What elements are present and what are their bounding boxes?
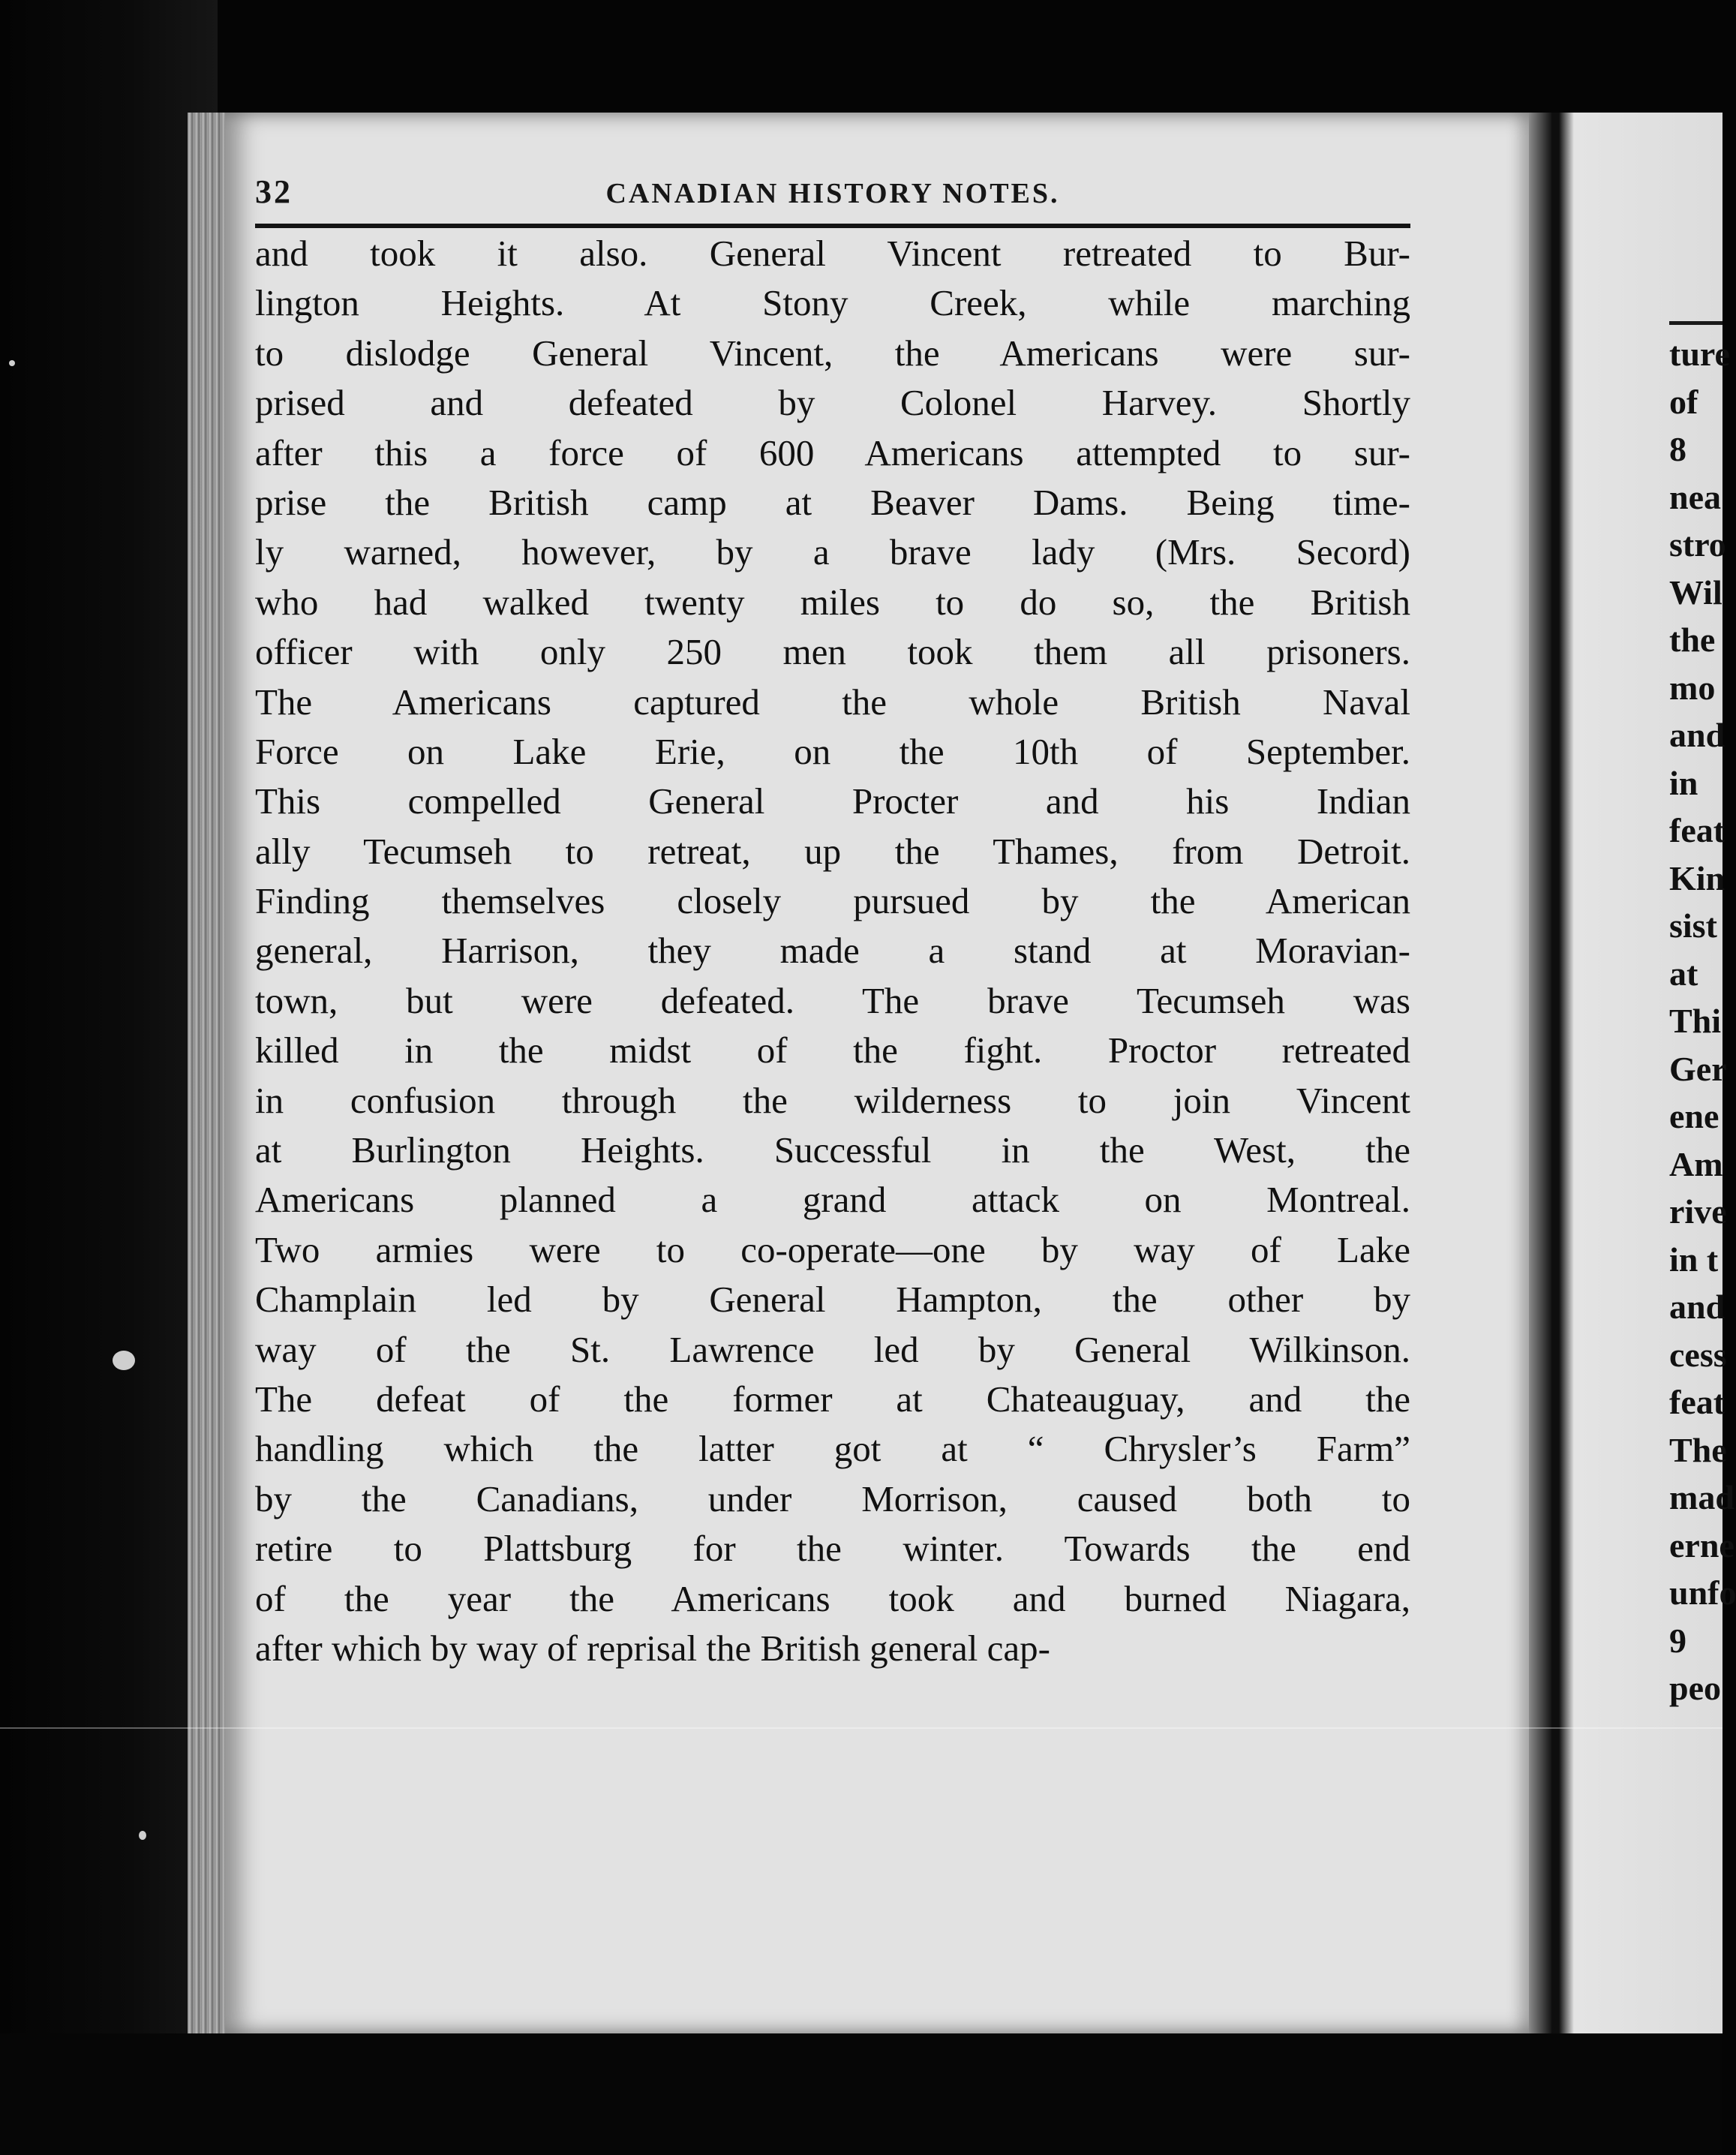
text-line: of the year the Americans took and burned Niagara,: [255, 1577, 1410, 1619]
text-line: The defeat of the former at Chateauguay, and the: [255, 1378, 1410, 1420]
facing-text-fragment: and: [1669, 716, 1725, 754]
facing-text-fragment: at: [1669, 954, 1698, 993]
facing-text-fragment: cess: [1669, 1335, 1727, 1374]
facing-text-fragment: Kin: [1669, 858, 1725, 897]
facing-text-fragment: stro: [1669, 525, 1726, 564]
facing-text-fragment: in: [1669, 763, 1698, 802]
facing-text-fragment: 9: [1669, 1621, 1686, 1660]
text-line: Force on Lake Erie, on the 10th of September.: [255, 730, 1410, 772]
scan-artifact-line: [0, 1727, 1722, 1729]
text-line: in confusion through the wilderness to join Vincent: [255, 1079, 1410, 1121]
facing-text-fragment: mad: [1669, 1478, 1734, 1516]
text-line: Two armies were to co-operate—one by way of Lake: [255, 1228, 1410, 1270]
facing-text-fragment: Thi: [1669, 1002, 1722, 1040]
text-line: handling which the latter got at “ Chrysler’s Farm”: [255, 1428, 1410, 1470]
running-head: [255, 173, 1410, 218]
facing-text-fragment: rive: [1669, 1192, 1727, 1231]
facing-text-fragment: Wil: [1669, 573, 1722, 612]
facing-text-fragment: The: [1669, 1430, 1727, 1469]
facing-header-rule: [1669, 321, 1722, 325]
facing-text-fragment: ture: [1669, 335, 1730, 373]
facing-text-fragment: Am: [1669, 1144, 1723, 1183]
text-line: retire to Plattsburg for the winter. Towards the end: [255, 1528, 1410, 1570]
facing-text-fragment: and: [1669, 1288, 1725, 1326]
text-line: after this a force of 600 Americans attempted to sur-: [255, 431, 1410, 473]
text-line: way of the St. Lawrence led by General Wilkinson.: [255, 1328, 1410, 1370]
text-line: The Americans captured the whole British Naval: [255, 681, 1410, 723]
text-line: at Burlington Heights. Successful in the West, the: [255, 1129, 1410, 1171]
facing-text-fragment: peo: [1669, 1669, 1721, 1707]
running-title: CANADIAN HISTORY NOTES.: [605, 178, 1060, 209]
facing-text-fragment: in t: [1669, 1240, 1719, 1279]
facing-text-fragment: erne: [1669, 1525, 1734, 1564]
text-line: Americans planned a grand attack on Montreal.: [255, 1179, 1410, 1221]
text-line: who had walked twenty miles to do so, the British: [255, 581, 1410, 623]
text-line: general, Harrison, they made a stand at Moravian-: [255, 930, 1410, 972]
text-line: Finding themselves closely pursued by the American: [255, 880, 1410, 922]
facing-page-text: [1669, 330, 1736, 1712]
page-number: 32: [255, 173, 293, 210]
facing-text-fragment: of: [1669, 382, 1698, 421]
dust-speck: [113, 1351, 135, 1370]
text-line: prised and defeated by Colonel Harvey. Shortly: [255, 382, 1410, 424]
facing-text-fragment: nea: [1669, 477, 1721, 516]
scan-background-bottom: [0, 2033, 1722, 2155]
facing-text-fragment: feat: [1669, 1383, 1725, 1421]
text-line: to dislodge General Vincent, the Americans were sur-: [255, 332, 1410, 374]
text-line: and took it also. General Vincent retreated to Bur-: [255, 233, 1410, 274]
text-line: killed in the midst of the fight. Proctor retreated: [255, 1029, 1410, 1071]
text-line: officer with only 250 men took them all prisoners.: [255, 631, 1410, 673]
text-line: after which by way of reprisal the British general cap-: [255, 1627, 1050, 1669]
text-line: lington Heights. At Stony Creek, while marching: [255, 282, 1410, 324]
scan-background-left: [0, 0, 218, 2155]
text-line: ally Tecumseh to retreat, up the Thames, from Detroit.: [255, 830, 1410, 872]
text-line: by the Canadians, under Morrison, caused both to: [255, 1477, 1410, 1519]
facing-text-fragment: unfo: [1669, 1573, 1736, 1612]
facing-text-fragment: the: [1669, 621, 1716, 659]
dust-speck: [9, 360, 15, 366]
gutter-shadow: [1529, 113, 1551, 2033]
text-line: Champlain led by General Hampton, the other by: [255, 1279, 1410, 1321]
text-line: town, but were defeated. The brave Tecumseh was: [255, 979, 1410, 1021]
facing-text-fragment: Ger: [1669, 1049, 1727, 1088]
facing-text-fragment: 8: [1669, 430, 1686, 468]
facing-text-fragment: mo: [1669, 668, 1716, 707]
dust-speck: [139, 1831, 146, 1840]
text-line: ly warned, however, by a brave lady (Mrs. Secord): [255, 531, 1410, 573]
facing-text-fragment: ene: [1669, 1097, 1719, 1135]
body-text: [255, 229, 1410, 1673]
text-line: This compelled General Procter and his Indian: [255, 780, 1410, 822]
facing-text-fragment: feat: [1669, 811, 1725, 849]
text-line: prise the British camp at Beaver Dams. Being time-: [255, 481, 1410, 523]
facing-text-fragment: sist: [1669, 906, 1717, 945]
header-rule: [255, 224, 1410, 228]
